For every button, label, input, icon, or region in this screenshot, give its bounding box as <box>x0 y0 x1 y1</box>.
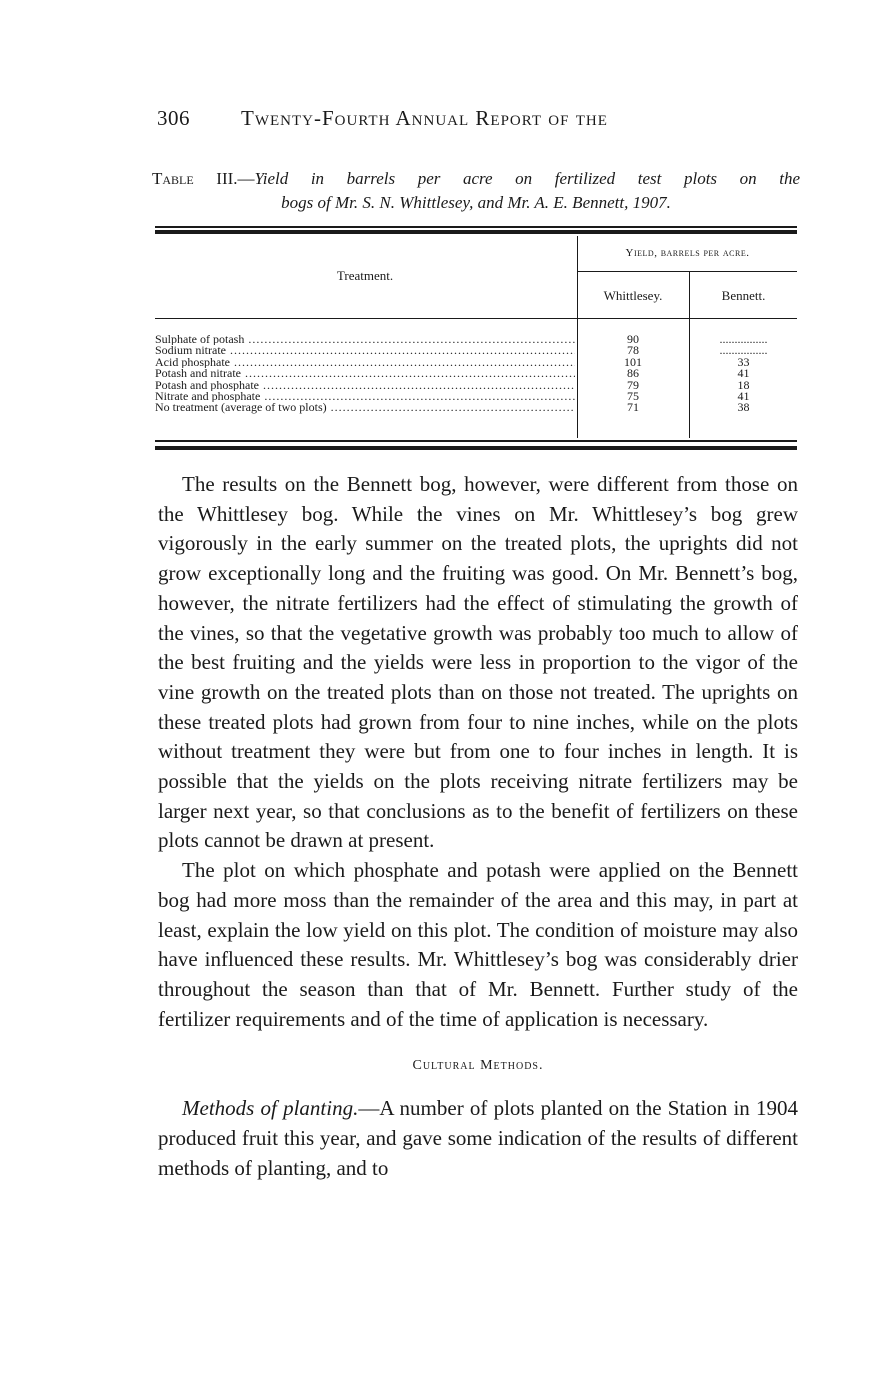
table-row <box>155 334 797 345</box>
treatment-cell: Acid phosphate ..... <box>155 357 575 368</box>
running-header <box>157 106 797 131</box>
table-bottom-rule-thin <box>155 440 797 442</box>
paragraph-3-text: —A number of plots planted on the Station in 1904 produced fruit this year, and gave some indication of the results of different methods of planting, and to <box>158 1096 798 1180</box>
treatment-cell: Sodium nitrate ..... <box>155 345 575 356</box>
body-text <box>158 470 798 1183</box>
caption-line-1 <box>152 167 800 191</box>
table-bottom-rule-thick <box>155 446 797 450</box>
caption-label: Table III.— <box>152 169 255 188</box>
paragraph-3 <box>158 1094 798 1183</box>
yield-subheader-rule <box>578 271 797 272</box>
section-heading <box>158 1056 798 1076</box>
yield-header: Yield, barrels per acre. <box>625 247 750 259</box>
treatment-header: Treatment. <box>336 268 394 283</box>
bennett-cell: ................ <box>719 343 768 358</box>
whittlesey-cell: 79 <box>627 377 639 392</box>
treatment-cell: Potash and phosphate ..... <box>155 380 575 391</box>
bennett-cell: 33 <box>737 354 750 369</box>
whittlesey-header: Whittlesey. <box>603 288 663 303</box>
table-row <box>155 368 797 379</box>
caption-text-2: bogs of Mr. S. N. Whittlesey, and Mr. A. E. Bennett, 1907. <box>281 193 671 212</box>
treatment-cell: Sulphate of potash ..... <box>155 334 575 345</box>
page-number: 306 <box>157 106 190 130</box>
table-row <box>155 354 797 369</box>
bennett-cell: ................ <box>719 332 768 346</box>
whittlesey-cell: 78 <box>627 343 639 358</box>
table-row <box>155 388 797 403</box>
bennett-cell: 41 <box>737 366 750 381</box>
bennett-cell: 18 <box>737 377 750 392</box>
bennett-cell: 41 <box>737 388 750 403</box>
bennett-cell: 38 <box>737 400 750 415</box>
treatment-cell: Nitrate and phosphate ..... <box>155 391 575 402</box>
paragraph-1: The results on the Bennett bog, however, were different from those on the Whittlesey bog. While the vines on Mr. Whittlesey’s bog grew vigorously in the early summer on the treated plots, the uprights did not grow exceptionally long and the fruiting was good. On Mr. Bennett’s bog, however, the nitrate fertilizers had the effect of stimulating the growth of the vines, so that the vegetative growth was probably too much to allow of the best fruiting and the yields were less in proportion to the vigor of the vine growth on the treated plots than on those not treated. The uprights on these treated plots had grown from four to nine inches, while on the plots without treatment they were but from one to four inches in length. It is possible that the yields on the plots receiving nitrate fertilizers may be larger next year, so that conclusions as to the benefit of fertilizers on these plots cannot be drawn at present. <box>158 472 798 853</box>
caption-text-1: Yield in barrels per acre on fertilized test plots on the <box>254 169 800 188</box>
section-heading-text: Cultural Methods. <box>412 1058 544 1074</box>
whittlesey-cell: 101 <box>624 354 642 369</box>
whittlesey-cell: 75 <box>627 388 639 403</box>
header-bottom-rule <box>155 318 797 319</box>
whittlesey-cell: 71 <box>627 400 639 415</box>
running-title: Twenty-Fourth Annual Report of the <box>241 106 608 130</box>
treatment-cell: Potash and nitrate ..... <box>155 368 575 379</box>
table-top-rule-thick <box>155 230 797 234</box>
paragraph-2: The plot on which phosphate and potash were applied on the Bennett bog had more moss than the remainder of the area and this may, in part at least, explain the low yield on this plot. The condition of moisture may also have influenced these results. Mr. Whittlesey’s bog was considerably drier throughout the season than that of Mr. Bennett. Further study of the fertilizer requirements and of the time of application is necessary. <box>158 858 798 1031</box>
treatment-cell: No treatment (average of two plots) ..... <box>155 402 575 413</box>
whittlesey-cell: 86 <box>627 366 639 381</box>
table-row <box>155 345 797 356</box>
bennett-header: Bennett. <box>721 288 766 303</box>
paragraph-3-lead: Methods of planting. <box>182 1096 359 1121</box>
whittlesey-cell: 90 <box>627 332 639 346</box>
table-top-rule-thin <box>155 226 797 228</box>
table-row <box>155 377 797 392</box>
table-body <box>155 334 797 414</box>
table-row <box>155 402 797 413</box>
table-caption <box>152 167 800 215</box>
